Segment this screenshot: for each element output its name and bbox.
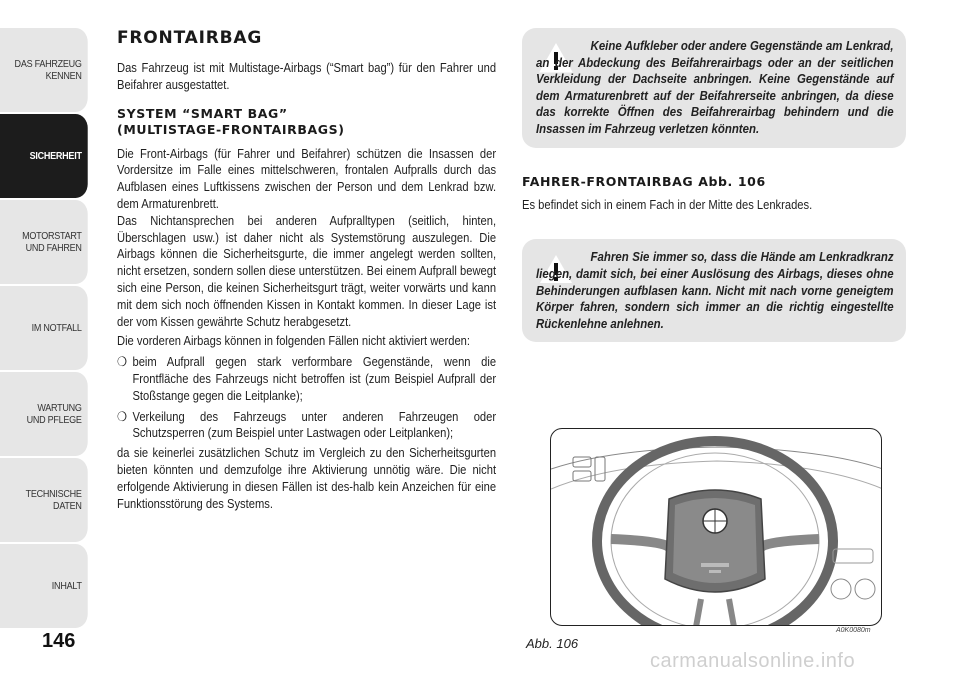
list-item: ❍ Verkeilung des Fahrzeugs unter anderen Fahrzeugen oder Schutzsperren (zum Beispiel unter Lastwagen oder Leitplanken); [117,408,497,441]
section-title-smart-bag: SYSTEM “SMART BAG” (MULTISTAGE-FRONTAIRBAGS) [117,105,345,137]
paragraph-1: Die Front-Airbags (für Fahrer und Beifahrer) schützen die Insassen der Vordersitze im Falle eines mittelschweren, frontalen Aufpralls durch das Aufblasen eines Luftkissens zwischen der Person und dem Lenkrad bzw. dem Armaturenbrett. [117,145,497,211]
figure-caption: Abb. 106 [526,636,579,651]
tab-sicherheit[interactable]: SICHERHEIT [0,114,88,198]
paragraph-2: Das Nichtansprechen bei anderen Aufpralltypen (seitlich, hinten, Überschlagen usw.) ist daher nicht als Systemstörung auszulegen. Die Airbags können die Sicherheitsgurte, die immer angelegt werden sollten, nicht ersetzen, sondern sollen diese unterstützen. Bei einem Aufprall bewegt sich eine Person, die keinen Sicherheitsgurt trägt, weiter vorwärts und kann mit dem sich noch öffnenden Kissen in Kontakt kommen. In dieser Lage ist der vom Kissen gewährte Schutz herabgesetzt. [117,212,497,329]
left-column [117,28,497,512]
figure-code: A0K0080m [836,627,871,634]
tab-das-fahrzeug-kennen[interactable]: DAS FAHRZEUG KENNEN [0,28,88,112]
warning-box-2 [522,239,906,342]
tab-inhalt[interactable]: INHALT [0,544,88,628]
tab-im-notfall[interactable]: IM NOTFALL [0,286,88,370]
bullet-list [117,354,496,442]
fahrer-airbag-text: Es befindet sich in einem Fach in der Mitte des Lenkrades. [522,196,813,212]
tab-wartung-und-pflege[interactable]: WARTUNG UND PFLEGE [0,372,88,456]
steering-wheel-illustration [551,429,882,626]
paragraph-3: Die vorderen Airbags können in folgenden Fällen nicht aktiviert werden: [117,333,471,349]
warning-text-1: Keine Aufkleber oder andere Gegenstände am Lenkrad, an der Abdeckung des Beifahrerairbags oder an der seitlichen Verkleidung der Dachseite anbringen. Keine Gegenstände auf dem Armaturenbrett auf der Beifahrerseite anbringen, da diese das korrekte Öffnen des Beifahrerairbag behindern und die Insassen im Fahrzeug verletzen könnten. [536,38,894,136]
warning-text-2: Fahren Sie immer so, dass die Hände am Lenkradkranz liegen, damit sich, bei einer Auslösung des Airbags, dieses ohne Behinderungen aufblasen kann. Nicht mit nach vorne geneigtem Körper fahren, sondern sich immer an die richtig eingestellte Rückenlehne anlehnen. [536,249,894,331]
intro-paragraph: Das Fahrzeug ist mit Multistage-Airbags (“Smart bag”) für den Fahrer und Beifahrer ausgestattet. [117,60,497,92]
watermark: carmanualsonline.info [650,650,856,672]
tab-technische-daten[interactable]: TECHNISCHE DATEN [0,458,88,542]
steering-wheel-figure [550,428,882,626]
bullet-icon: ❍ [117,408,128,424]
warning-box-1 [522,28,906,148]
bullet-icon: ❍ [117,354,128,370]
page-number: 146 [42,630,76,652]
tab-motorstart-und-fahren[interactable]: MOTORSTART UND FAHREN [0,200,88,284]
page-title: FRONTAIRBAG [117,28,263,48]
section-title-fahrer-frontairbag: FAHRER-FRONTAIRBAG Abb. 106 [522,173,766,189]
list-item: ❍ beim Aufprall gegen stark verformbare Gegenstände, wenn die Frontfläche des Fahrzeugs nicht betroffen ist (zum Beispiel Aufprall der Stoßstange gegen die Leitplanke); [117,354,497,403]
paragraph-4: da sie keinerlei zusätzlichen Schutz im Vergleich zu den Sicherheitsgurten bieten könnten und demzufolge ihre Aktivierung unnötig wäre. Die nicht erfolgende Aktivierung in diesen Fällen ist des-halb kein Anzeichen für eine Funktionsstörung des Systems. [117,445,497,511]
right-column [522,28,906,342]
